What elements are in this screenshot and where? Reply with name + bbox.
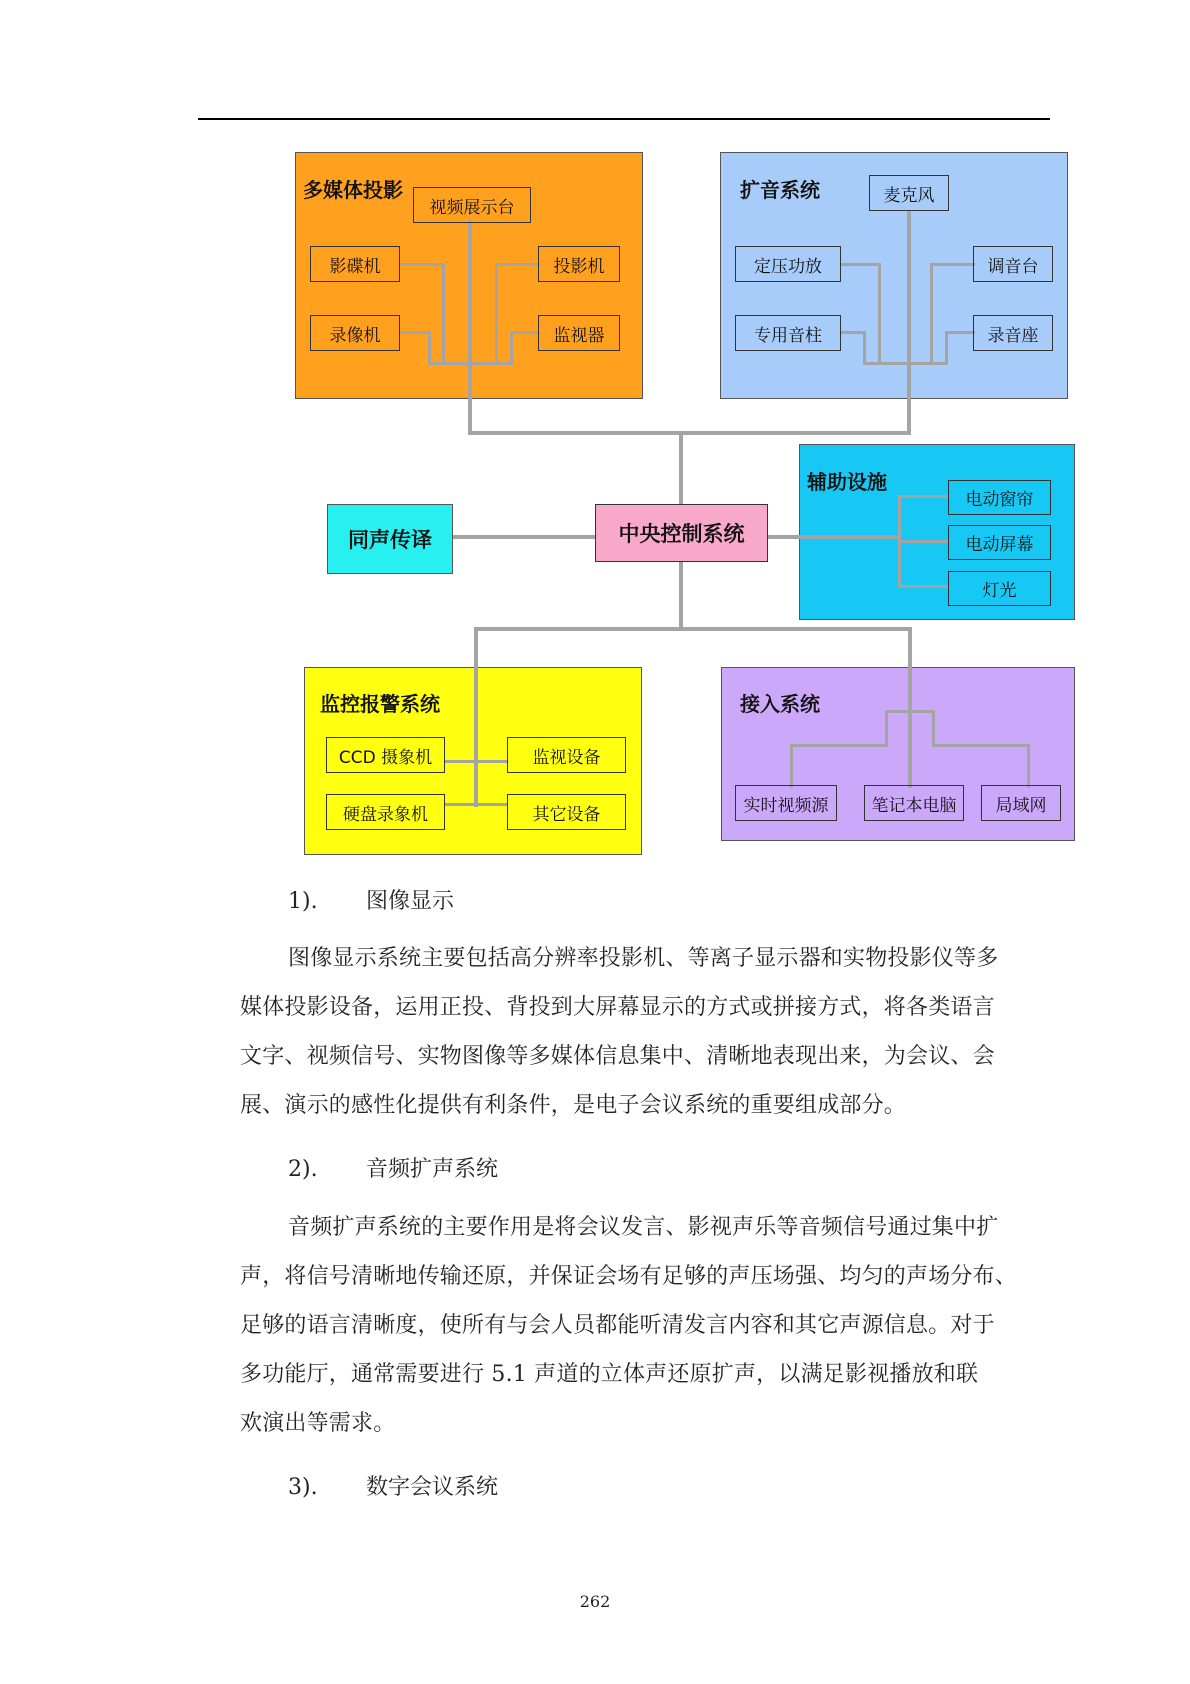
section-title: 图像显示 xyxy=(366,889,455,914)
wire xyxy=(863,362,948,365)
node-central-control: 中央控制系统 xyxy=(595,504,768,562)
wire xyxy=(428,331,431,365)
paragraph-line: 图像显示系统主要包括高分辨率投影机、等离子显示器和实物投影仪等多 xyxy=(288,946,999,971)
node-vcr: 录像机 xyxy=(310,315,400,351)
page-number: 262 xyxy=(579,1592,611,1611)
wire xyxy=(898,540,948,543)
node-monitoring-equipment: 监视设备 xyxy=(507,737,626,773)
wire xyxy=(445,803,507,806)
paragraph-line: 声，将信号清晰地传输还原，并保证会场有足够的声压场强、均匀的声场分布、 xyxy=(240,1264,1018,1289)
wire xyxy=(768,535,900,539)
node-monitor: 监视器 xyxy=(538,315,620,351)
wire xyxy=(945,331,948,365)
paragraph-line: 欢演出等需求。 xyxy=(240,1411,396,1436)
wire xyxy=(428,362,513,365)
wire xyxy=(445,760,507,763)
paragraph-line: 文字、视频信号、实物图像等多媒体信息集中、清晰地表现出来，为会议、会 xyxy=(240,1044,995,1069)
access-title: 接入系统 xyxy=(740,692,820,716)
multimedia-title: 多媒体投影 xyxy=(303,178,403,202)
wire xyxy=(399,331,429,334)
wire xyxy=(908,627,912,712)
wire xyxy=(898,585,948,588)
wire xyxy=(468,431,911,435)
paragraph-line: 多功能厅，通常需要进行 5.1 声道的立体声还原扩声，以满足影视播放和联 xyxy=(240,1362,979,1387)
node-dvd-player: 影碟机 xyxy=(310,246,400,282)
node-ccd-camera: CCD 摄象机 xyxy=(326,737,445,773)
wire xyxy=(885,710,888,746)
aux-title: 辅助设施 xyxy=(807,470,887,494)
paragraph-line: 足够的语言清晰度，使所有与会人员都能听清发言内容和其它声源信息。对于 xyxy=(240,1313,995,1338)
section-title: 音频扩声系统 xyxy=(366,1157,499,1182)
section-heading-1 xyxy=(288,884,454,915)
node-amplifier: 定压功放 xyxy=(735,246,841,282)
wire xyxy=(932,744,1030,747)
wire xyxy=(495,263,498,365)
section-number: 3). xyxy=(288,1475,318,1500)
wire xyxy=(679,561,683,631)
wire xyxy=(495,263,540,266)
wire xyxy=(932,710,935,746)
paragraph-line: 媒体投影设备，运用正投、背投到大屏幕显示的方式或拼接方式，将各类语言 xyxy=(240,995,995,1020)
section-heading-3 xyxy=(288,1470,498,1501)
node-mixer: 调音台 xyxy=(973,246,1053,282)
wire xyxy=(863,331,866,365)
wire xyxy=(474,627,912,631)
node-other-equipment: 其它设备 xyxy=(507,794,626,830)
wire xyxy=(442,263,445,365)
wire xyxy=(399,263,444,266)
wire xyxy=(907,210,911,435)
wire xyxy=(898,495,948,498)
audio-title: 扩音系统 xyxy=(740,178,820,202)
node-projector: 投影机 xyxy=(538,246,620,282)
node-electric-curtain: 电动窗帘 xyxy=(948,480,1051,515)
wire xyxy=(908,710,912,788)
node-video-presenter: 视频展示台 xyxy=(413,187,531,223)
section-title: 数字会议系统 xyxy=(366,1475,499,1500)
wire xyxy=(840,331,865,334)
wire xyxy=(474,627,478,807)
section-number: 2). xyxy=(288,1157,318,1182)
wire xyxy=(453,535,596,539)
wire xyxy=(930,263,975,266)
wire xyxy=(840,263,880,266)
node-hdd-recorder: 硬盘录象机 xyxy=(326,794,445,830)
node-laptop: 笔记本电脑 xyxy=(864,785,964,821)
node-lighting: 灯光 xyxy=(948,571,1051,606)
wire xyxy=(878,263,881,365)
wire xyxy=(468,220,472,435)
wire xyxy=(945,331,975,334)
paragraph-line: 展、演示的感性化提供有利条件，是电子会议系统的重要组成部分。 xyxy=(240,1093,907,1118)
wire xyxy=(510,331,540,334)
node-simultaneous-interpretation: 同声传译 xyxy=(327,504,453,574)
node-tape-recorder: 录音座 xyxy=(973,315,1053,351)
wire xyxy=(679,431,683,505)
wire xyxy=(1027,744,1030,788)
node-lan: 局域网 xyxy=(981,785,1061,821)
node-live-video-source: 实时视频源 xyxy=(735,785,837,821)
surveillance-title: 监控报警系统 xyxy=(320,692,440,716)
section-heading-2 xyxy=(288,1152,498,1183)
node-column-speaker: 专用音柱 xyxy=(735,315,841,351)
wire xyxy=(510,331,513,365)
wire xyxy=(790,744,793,788)
wire xyxy=(930,263,933,365)
wire xyxy=(790,744,888,747)
node-microphone: 麦克风 xyxy=(869,175,949,211)
section-number: 1). xyxy=(288,889,318,914)
paragraph-line: 音频扩声系统的主要作用是将会议发言、影视声乐等音频信号通过集中扩 xyxy=(288,1215,999,1240)
node-electric-screen: 电动屏幕 xyxy=(948,525,1051,560)
